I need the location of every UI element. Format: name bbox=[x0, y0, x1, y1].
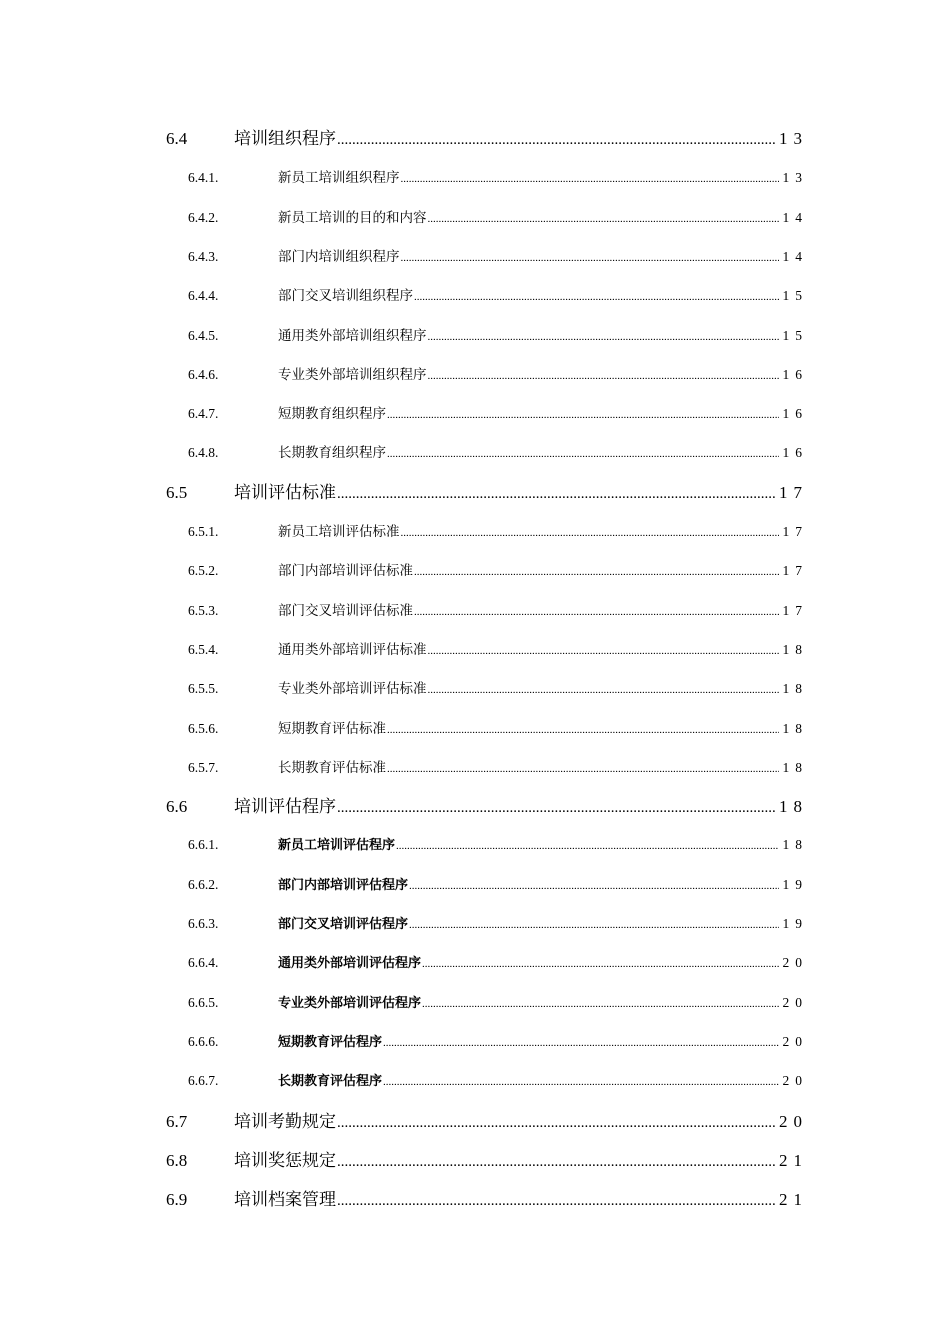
toc-entry-title: 部门交叉培训组织程序 bbox=[278, 288, 413, 305]
toc-entry-number: 6.5.3. bbox=[188, 602, 219, 618]
toc-entry-title: 短期教育评估程序 bbox=[278, 1034, 383, 1050]
toc-subsection-entry[interactable] bbox=[188, 677, 808, 698]
toc-entry-number: 6.6.2. bbox=[188, 876, 219, 892]
toc-entry-number: 6.4.1. bbox=[188, 170, 219, 186]
toc-entry-number: 6.6.6. bbox=[188, 1033, 219, 1049]
toc-dot-leader bbox=[387, 448, 779, 460]
toc-entry-title: 短期教育评估标准 bbox=[278, 720, 386, 737]
toc-entry-title: 专业类外部培训评估标准 bbox=[278, 681, 427, 698]
toc-dot-leader bbox=[337, 1115, 775, 1132]
toc-entry-number: 6.9 bbox=[166, 1190, 188, 1210]
toc-entry-number: 6.6.1. bbox=[188, 837, 219, 853]
toc-section-entry[interactable] bbox=[166, 792, 808, 818]
toc-entry-page-number: 15 bbox=[782, 288, 808, 304]
toc-dot-leader bbox=[428, 645, 779, 657]
toc-entry-title: 部门内部培训评估标准 bbox=[278, 563, 413, 580]
toc-subsection-entry[interactable] bbox=[188, 834, 808, 854]
toc-dot-leader bbox=[414, 566, 779, 578]
toc-entry-number: 6.4.7. bbox=[188, 406, 219, 422]
toc-entry-title: 培训组织程序 bbox=[234, 129, 336, 149]
toc-entry-number: 6.6 bbox=[166, 797, 188, 817]
toc-entry-page-number: 18 bbox=[779, 797, 808, 817]
toc-entry-page-number: 20 bbox=[782, 1073, 808, 1089]
toc-entry-number: 6.5 bbox=[166, 482, 188, 502]
toc-subsection-entry[interactable] bbox=[188, 874, 808, 893]
toc-dot-leader bbox=[428, 213, 779, 225]
toc-entry-page-number: 21 bbox=[779, 1190, 808, 1210]
toc-entry-number: 6.6.5. bbox=[188, 994, 219, 1010]
toc-subsection-entry[interactable] bbox=[188, 952, 808, 972]
toc-dot-leader bbox=[428, 331, 779, 343]
toc-entry-page-number: 19 bbox=[782, 916, 808, 931]
toc-dot-leader bbox=[387, 724, 779, 736]
toc-entry-page-number: 13 bbox=[782, 170, 808, 186]
toc-dot-leader bbox=[414, 291, 779, 303]
toc-subsection-entry[interactable] bbox=[188, 1031, 808, 1050]
toc-entry-number: 6.5.1. bbox=[188, 524, 219, 539]
toc-subsection-entry[interactable] bbox=[188, 166, 808, 187]
toc-subsection-entry[interactable] bbox=[188, 206, 808, 226]
toc-subsection-entry[interactable] bbox=[188, 1070, 808, 1090]
toc-entry-number: 6.4.6. bbox=[188, 366, 219, 382]
toc-entry-page-number: 18 bbox=[782, 759, 808, 775]
toc-section-entry[interactable] bbox=[166, 1185, 808, 1211]
toc-dot-leader bbox=[396, 840, 778, 852]
toc-entry-number: 6.8 bbox=[166, 1150, 188, 1170]
toc-entry-title: 培训评估标准 bbox=[234, 482, 336, 503]
toc-section-entry[interactable] bbox=[166, 1146, 808, 1171]
toc-dot-leader bbox=[337, 800, 775, 817]
toc-entry-page-number: 17 bbox=[782, 563, 808, 579]
toc-entry-page-number: 19 bbox=[782, 876, 808, 892]
toc-dot-leader bbox=[422, 958, 778, 970]
toc-dot-leader bbox=[401, 173, 779, 185]
toc-entry-page-number: 14 bbox=[782, 209, 808, 225]
toc-entry-page-number: 18 bbox=[782, 720, 808, 736]
toc-dot-leader bbox=[337, 1154, 775, 1171]
toc-entry-title: 培训评估程序 bbox=[234, 797, 336, 818]
toc-entry-page-number: 18 bbox=[782, 681, 808, 697]
toc-entry-title: 部门交叉培训评估标准 bbox=[278, 602, 413, 619]
toc-entry-page-number: 16 bbox=[782, 366, 808, 382]
toc-entry-number: 6.5.5. bbox=[188, 681, 219, 697]
toc-entry-title: 培训档案管理 bbox=[234, 1190, 336, 1211]
toc-entry-page-number: 18 bbox=[782, 837, 808, 853]
toc-entry-page-number: 20 bbox=[782, 1033, 808, 1049]
toc-subsection-entry[interactable] bbox=[188, 363, 808, 383]
toc-entry-number: 6.5.4. bbox=[188, 641, 219, 657]
toc-entry-number: 6.4 bbox=[166, 129, 188, 148]
toc-entry-page-number: 17 bbox=[782, 602, 808, 618]
toc-entry-title: 通用类外部培训组织程序 bbox=[278, 327, 427, 344]
toc-entry-number: 6.6.7. bbox=[188, 1073, 219, 1089]
toc-subsection-entry[interactable] bbox=[188, 284, 808, 305]
toc-entry-page-number: 16 bbox=[782, 445, 808, 461]
toc-entry-title: 部门交叉培训评估程序 bbox=[278, 917, 409, 932]
toc-entry-number: 6.5.6. bbox=[188, 720, 219, 736]
toc-entry-title: 通用类外部培训评估标准 bbox=[278, 641, 427, 658]
toc-entry-title: 短期教育组织程序 bbox=[278, 406, 386, 423]
toc-entry-page-number: 15 bbox=[782, 327, 808, 343]
toc-entry-number: 6.4.3. bbox=[188, 248, 219, 264]
toc-subsection-entry[interactable] bbox=[188, 599, 808, 619]
toc-subsection-entry[interactable] bbox=[188, 992, 808, 1011]
toc-entry-page-number: 17 bbox=[782, 524, 808, 539]
toc-entry-title: 通用类外部培训评估程序 bbox=[278, 956, 422, 972]
toc-entry-title: 长期教育评估标准 bbox=[278, 759, 386, 776]
toc-dot-leader bbox=[337, 132, 775, 149]
toc-entry-page-number: 16 bbox=[782, 406, 808, 422]
toc-section-entry[interactable] bbox=[166, 1107, 808, 1132]
toc-subsection-entry[interactable] bbox=[188, 520, 808, 540]
toc-entry-title: 部门内培训组织程序 bbox=[278, 248, 400, 265]
toc-dot-leader bbox=[401, 252, 779, 264]
toc-entry-number: 6.4.8. bbox=[188, 445, 219, 461]
toc-entry-page-number: 13 bbox=[779, 129, 808, 148]
toc-subsection-entry[interactable] bbox=[188, 717, 808, 737]
toc-subsection-entry[interactable] bbox=[188, 756, 808, 776]
toc-entry-title: 新员工培训评估标准 bbox=[278, 524, 400, 540]
toc-entry-title: 部门内部培训评估程序 bbox=[278, 877, 409, 893]
toc-dot-leader bbox=[422, 998, 778, 1010]
toc-entry-number: 6.5.7. bbox=[188, 759, 219, 775]
toc-entry-title: 新员工培训评估程序 bbox=[278, 838, 396, 854]
toc-entry-page-number: 21 bbox=[779, 1150, 808, 1170]
toc-entry-number: 6.6.3. bbox=[188, 916, 219, 931]
toc-entry-title: 培训奖惩规定 bbox=[234, 1150, 336, 1171]
toc-dot-leader bbox=[409, 919, 778, 931]
toc-subsection-entry[interactable] bbox=[188, 913, 808, 932]
toc-entry-title: 新员工培训的目的和内容 bbox=[278, 209, 427, 226]
toc-entry-page-number: 20 bbox=[782, 994, 808, 1010]
toc-entry-page-number: 20 bbox=[782, 955, 808, 971]
toc-dot-leader bbox=[428, 684, 779, 696]
toc-entry-page-number: 14 bbox=[782, 248, 808, 264]
toc-subsection-entry[interactable] bbox=[188, 245, 808, 265]
toc-dot-leader bbox=[387, 409, 779, 421]
toc-dot-leader bbox=[428, 370, 779, 382]
toc-dot-leader bbox=[387, 763, 779, 775]
toc-section-entry[interactable] bbox=[166, 124, 808, 149]
toc-subsection-entry[interactable] bbox=[188, 441, 808, 462]
toc-dot-leader bbox=[337, 1193, 775, 1210]
toc-entry-title: 新员工培训组织程序 bbox=[278, 170, 400, 187]
toc-entry-page-number: 20 bbox=[779, 1111, 808, 1131]
toc-entry-number: 6.7 bbox=[166, 1111, 188, 1131]
toc-entry-title: 专业类外部培训组织程序 bbox=[278, 366, 427, 383]
toc-entry-page-number: 17 bbox=[779, 482, 808, 502]
toc-entry-title: 长期教育评估程序 bbox=[278, 1074, 383, 1090]
toc-dot-leader bbox=[337, 486, 775, 503]
toc-entry-title: 专业类外部培训评估程序 bbox=[278, 995, 422, 1011]
toc-subsection-entry[interactable] bbox=[188, 559, 808, 580]
toc-subsection-entry[interactable] bbox=[188, 402, 808, 423]
toc-subsection-entry[interactable] bbox=[188, 324, 808, 344]
toc-entry-number: 6.4.4. bbox=[188, 288, 219, 304]
toc-entry-number: 6.4.5. bbox=[188, 327, 219, 343]
toc-dot-leader bbox=[383, 1076, 778, 1088]
toc-dot-leader bbox=[414, 606, 779, 618]
toc-entry-number: 6.5.2. bbox=[188, 563, 219, 579]
toc-dot-leader bbox=[401, 527, 779, 539]
toc-entry-page-number: 18 bbox=[782, 641, 808, 657]
toc-dot-leader bbox=[383, 1037, 778, 1049]
toc-entry-number: 6.6.4. bbox=[188, 955, 219, 971]
toc-entry-number: 6.4.2. bbox=[188, 209, 219, 225]
toc-section-entry[interactable] bbox=[166, 478, 808, 503]
toc-entry-title: 培训考勤规定 bbox=[234, 1111, 336, 1132]
toc-dot-leader bbox=[409, 880, 778, 892]
toc-subsection-entry[interactable] bbox=[188, 638, 808, 658]
toc-entry-title: 长期教育组织程序 bbox=[278, 445, 386, 462]
